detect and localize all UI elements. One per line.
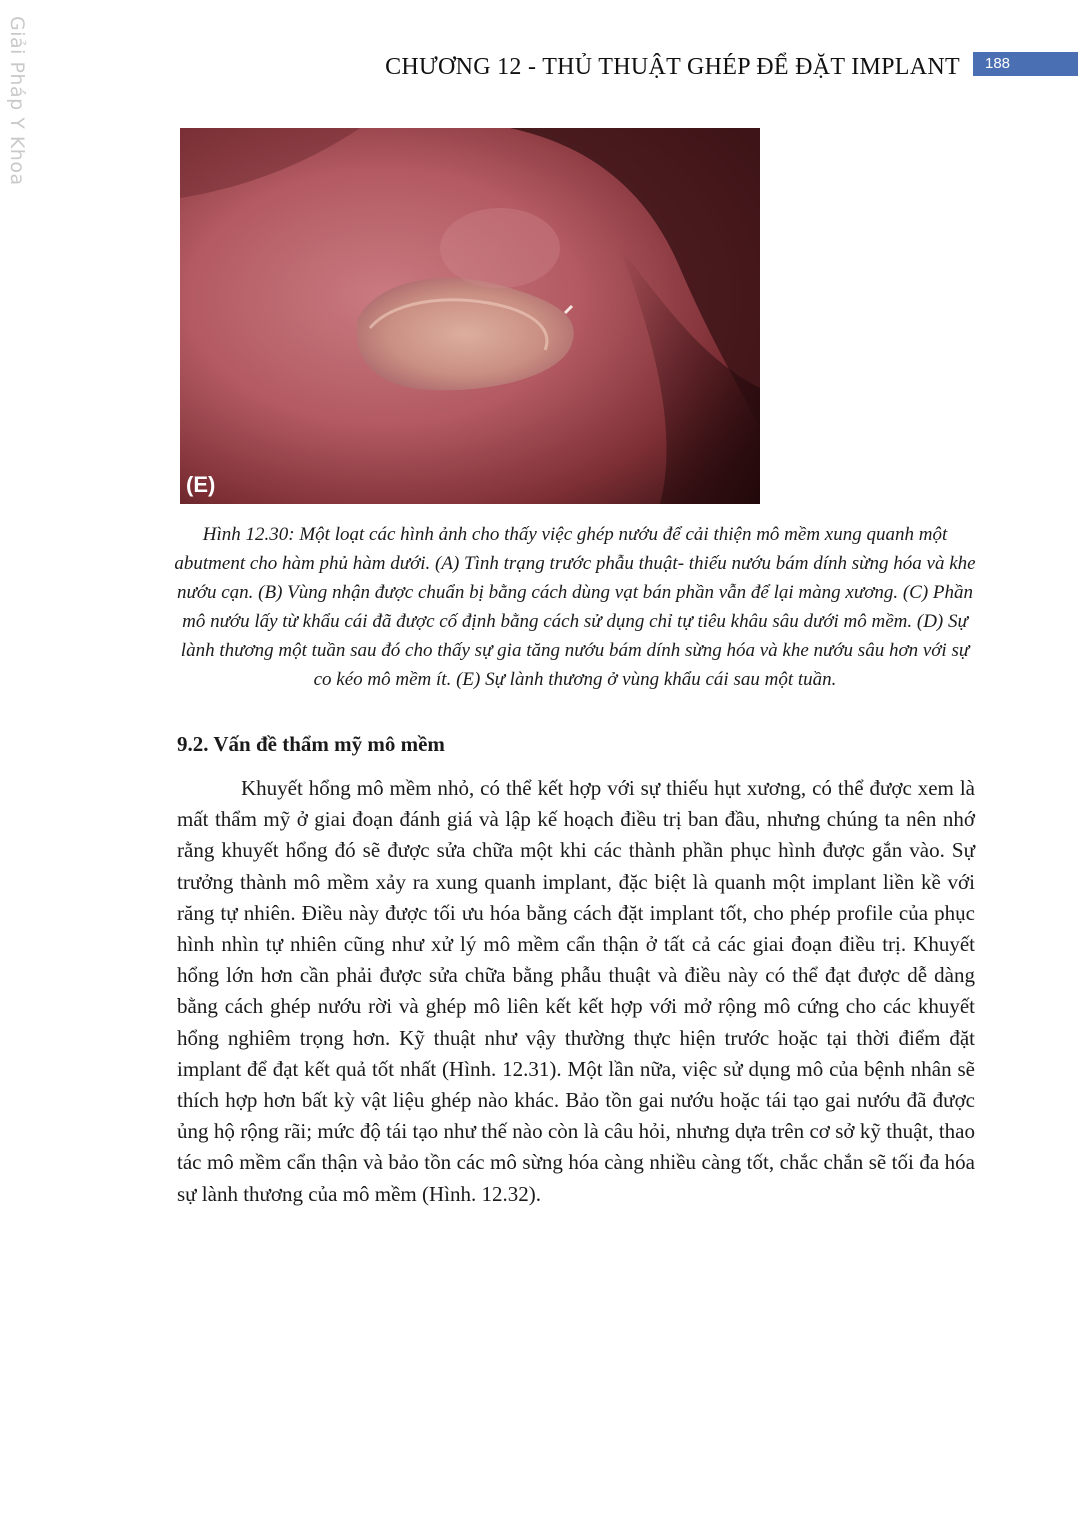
body-paragraph: Khuyết hổng mô mềm nhỏ, có thể kết hợp với sự thiếu hụt xương, có thể được xem là mất thẩm mỹ ở giai đoạn đánh giá và lập kế hoạch điều trị ban đầu, nhưng chúng ta nên nhớ rằng khuyết hổng đó sẽ được sửa chữa một khi các thành phần phục hình được gắn vào. Sự trưởng thành mô mềm xảy ra xung quanh implant, đặc biệt là quanh một implant liền kề với răng tự nhiên. Điều này được tối ưu hóa bằng cách đặt implant tốt, cho phép profile của phục hình nhìn tự nhiên cũng như xử lý mô mềm cẩn thận ở tất cả các giai đoạn điều trị. Khuyết hổng lớn hơn cần phải được sửa chữa bằng phẫu thuật và điều này có thể đạt được dễ dàng bằng cách ghép nướu rời và ghép mô liên kết kết hợp với mở rộng mô cứng cho các khuyết hổng nghiêm trọng hơn. Kỹ thuật như vậy thường thực hiện trước hoặc tại thời điểm đặt implant để đạt kết quả tốt nhất (Hình. 12.31). Một lần nữa, việc sử dụng mô của bệnh nhân sẽ thích hợp hơn bất kỳ vật liệu ghép nào khác. Bảo tồn gai nướu hoặc tái tạo gai nướu đã được ủng hộ rộng rãi; mức độ tái tạo như thế nào còn là câu hỏi, nhưng dựa trên cơ sở kỹ thuật, thao tác mô mềm cẩn thận và bảo tồn các mô sừng hóa càng nhiều càng tốt, chắc chắn sẽ tối đa hóa sự lành thương của mô mềm (Hình. 12.32). [177, 776, 975, 1206]
palate-photo-illustration [180, 128, 760, 504]
figure-caption: Hình 12.30: Một loạt các hình ảnh cho thấy việc ghép nướu để cải thiện mô mềm xung quanh một abutment cho hàm phủ hàm dưới. (A) Tình trạng trước phẫu thuật- thiếu nướu bám dính sừng hóa và khe nướu cạn. (B) Vùng nhận được chuẩn bị bằng cách dùng vạt bán phần vẫn để lại màng xương. (C) Phần mô nướu lấy từ khẩu cái đã được cố định bằng cách sử dụng chỉ tự tiêu khâu sâu dưới mô mềm. (D) Sự lành thương một tuần sau đó cho thấy sự gia tăng nướu bám dính sừng hóa và khe nướu sâu hơn với sự co kéo mô mềm ít. (E) Sự lành thương ở vùng khẩu cái sau một tuần. [174, 524, 976, 690]
section-heading: 9.2. Vấn đề thẩm mỹ mô mềm [177, 732, 445, 756]
page-header [300, 48, 1080, 88]
chapter-title: CHƯƠNG 12 - THỦ THUẬT GHÉP ĐỂ ĐẶT IMPLANT [385, 54, 960, 80]
clinical-photo [180, 128, 760, 504]
watermark: Giải Pháp Y Khoa [6, 16, 28, 186]
figure-panel-label: (E) [186, 472, 216, 497]
page-number-badge: 188 [973, 52, 1078, 76]
